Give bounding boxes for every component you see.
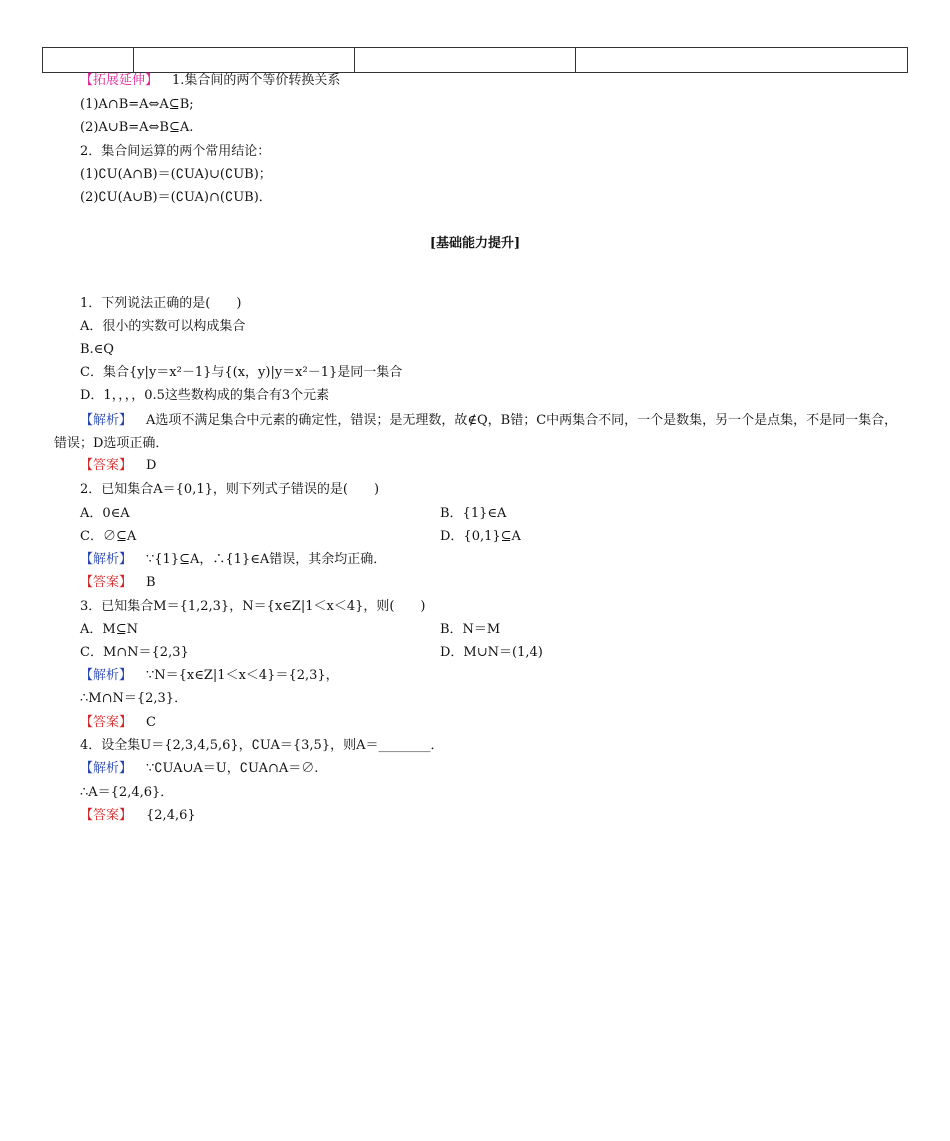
q3-option-b: B．N＝M — [440, 622, 501, 637]
table-cell — [576, 48, 908, 73]
q1-option-c: C．集合{y|y＝x²－1}与{(x，y)|y＝x²－1}是同一集合 — [80, 365, 403, 380]
q2-answer — [80, 574, 156, 592]
table-cell — [43, 48, 134, 73]
answer-tag: 【答案】 — [80, 715, 133, 730]
extension-item2-title: 2．集合间运算的两个常用结论： — [80, 144, 271, 159]
q2-option-c: C．∅⊆A — [80, 529, 137, 544]
answer-tag: 【答案】 — [80, 808, 133, 823]
q2-option-d: D．{0,1}⊆A — [440, 529, 521, 544]
q4-analysis-text: ∵∁UA∪A＝U，∁UA∩A＝∅. — [146, 761, 319, 776]
extension-item1-a: (1)A∩B=A⇔A⊆B; — [80, 97, 194, 112]
analysis-tag: 【解析】 — [80, 413, 133, 428]
extension-item2-b: (2)∁U(A∪B)＝(∁UA)∩(∁UB)． — [80, 190, 272, 205]
q4-stem: 4．设全集U＝{2,3,4,5,6}，∁UA＝{3,5}，则A＝________． — [80, 738, 444, 753]
table-cell — [134, 48, 355, 73]
q1-option-d: D．1，，，，0.5这些数构成的集合有3个元素 — [80, 388, 330, 403]
q2-analysis-text: ∵{1}⊆A，∴{1}∈A错误，其余均正确． — [146, 552, 387, 567]
extension-item1-title: 1.集合间的两个等价转换关系 — [172, 73, 341, 88]
answer-tag: 【答案】 — [80, 458, 133, 473]
q3-option-a: A．M⊆N — [80, 622, 138, 637]
q1-analysis — [54, 409, 900, 455]
q4-answer — [80, 807, 196, 825]
header-table — [42, 47, 908, 73]
q2-answer-value: B — [146, 575, 156, 590]
q2-option-a: A．0∈A — [80, 506, 130, 521]
table-cell — [355, 48, 576, 73]
q2-analysis — [80, 551, 386, 569]
extension-item2-a: (1)∁U(A∩B)＝(∁UA)∪(∁UB)； — [80, 167, 272, 182]
q1-stem: 1．下列说法正确的是( ) — [80, 296, 242, 311]
analysis-tag: 【解析】 — [80, 668, 133, 683]
q3-analysis-text: ∵N＝{x∈Z|1＜x＜4}＝{2,3}， — [146, 668, 339, 683]
q2-stem: 2．已知集合A＝{0,1}，则下列式子错误的是( ) — [80, 482, 380, 497]
answer-tag: 【答案】 — [80, 575, 133, 590]
q4-answer-value: {2,4,6} — [146, 808, 196, 823]
q3-stem: 3．已知集合M＝{1,2,3}，N＝{x∈Z|1＜x＜4}，则( ) — [80, 599, 426, 614]
q1-option-b: B.∈Q — [80, 342, 114, 357]
q3-analysis — [80, 667, 339, 685]
q1-answer — [80, 457, 156, 475]
q4-analysis-2: ∴A＝{2,4,6}． — [80, 785, 174, 800]
q1-answer-value: D — [146, 458, 157, 473]
extension-title-line — [80, 72, 340, 90]
analysis-tag: 【解析】 — [80, 761, 133, 776]
extension-item1-b: (2)A∪B=A⇔B⊆A. — [80, 120, 194, 135]
q4-analysis — [80, 760, 318, 778]
q2-option-b: B．{1}∈A — [440, 506, 507, 521]
q3-answer — [80, 714, 156, 732]
q3-answer-value: C — [146, 715, 156, 730]
section-heading: [基础能力提升] — [429, 236, 521, 251]
analysis-tag: 【解析】 — [80, 552, 133, 567]
extension-tag: 【拓展延伸】 — [80, 73, 159, 88]
q3-analysis-2: ∴M∩N＝{2,3}． — [80, 691, 188, 706]
q3-option-d: D．M∪N＝(1,4) — [440, 645, 543, 660]
q1-option-a: A．很小的实数可以构成集合 — [80, 319, 246, 334]
q3-option-c: C．M∩N＝{2,3} — [80, 645, 189, 660]
q1-analysis-text: A选项不满足集合中元素的确定性，错误；是无理数，故∉Q，B错；C中两集合不同，一个是数集，另一个是点集，不是同一集合，错误；D选项正确． — [54, 413, 898, 451]
